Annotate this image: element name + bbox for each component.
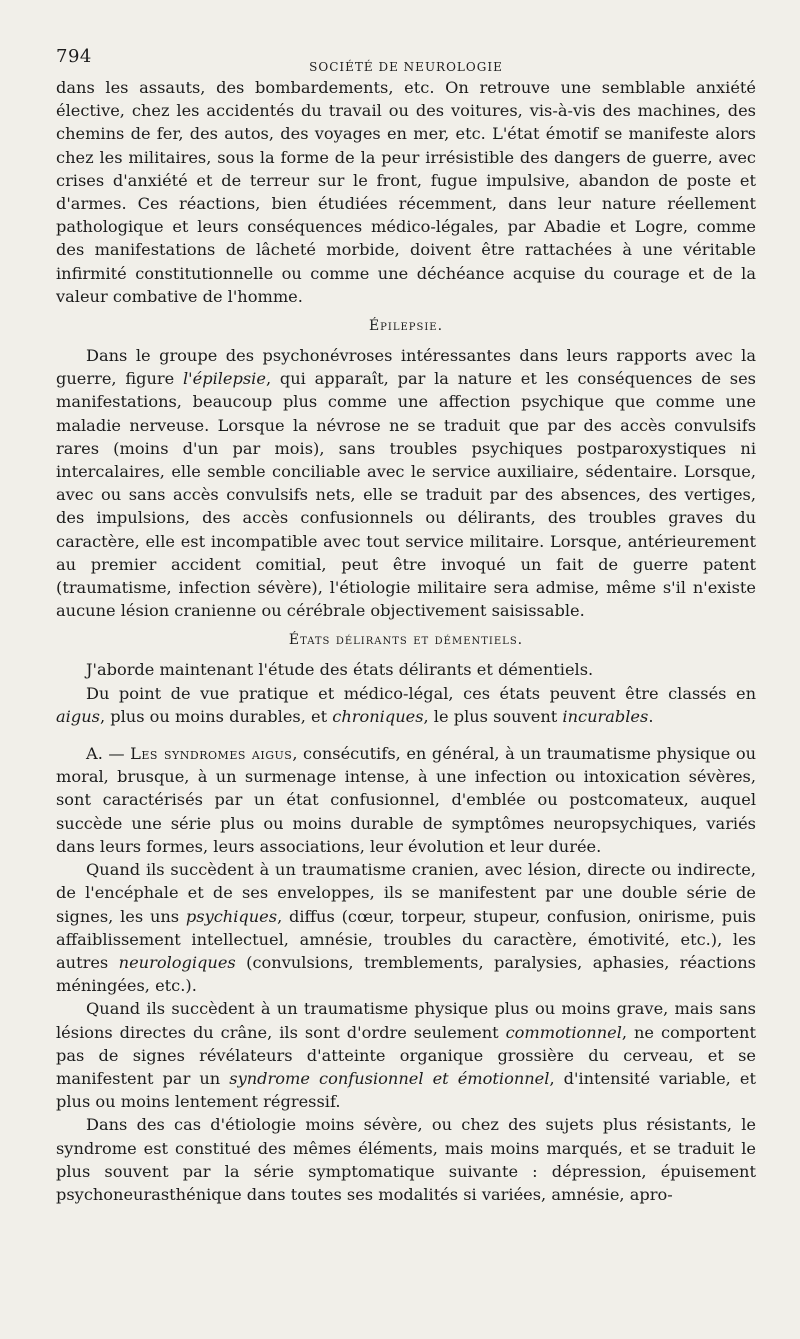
running-title: SOCIÉTÉ DE NEUROLOGIE (309, 60, 503, 74)
paragraph-milder-cases: Dans des cas d'étiologie moins sévère, ou chez des sujets plus résistants, le syndrome est constitué des mêmes éléments, mais moins marqués, et se traduit le plus souvent par la série symptomatique suivante : dépression, épuisement psychoneurasthénique dans toutes ses modalités si variées, amnésie, apro- (56, 1115, 756, 1204)
paragraph-acute-syndromes (56, 742, 756, 858)
spacer (56, 728, 756, 742)
document-page (56, 46, 756, 1206)
italic-term: l'épilepsie (183, 369, 266, 389)
paragraph-classification (56, 682, 756, 728)
italic-term: aigus (56, 706, 100, 726)
italic-term: neurologiques (118, 952, 236, 972)
text-run: Du point de vue pratique et médico-légal, ces états peuvent être classés en (86, 683, 756, 703)
text-run: A. — (86, 744, 131, 764)
text-run: , d'intensité variable, et plus ou moins lentement régressif. (56, 1068, 756, 1112)
text-run: Quand ils succèdent à un traumatisme physique plus ou moins grave, mais sans lésions directes du crâne, ils sont d'ordre seulement (56, 999, 756, 1042)
text-run: . (648, 706, 654, 726)
italic-term: chroniques (332, 706, 424, 726)
section-heading-epilepsie: Épilepsie. (368, 318, 444, 335)
text-run: , consécutifs, en général, à un traumatisme physique ou moral, brusque, à un surmenage intense, à une infection ou intoxication sévères, sont caractérisés par un état confusionnel, d'emblée ou postcomateux, auquel succède une série plus ou moins durable de symptômes neuropsychiques, variés dans leurs formes, leurs associations, leur évolution et leur durée. (56, 744, 756, 856)
page-header (56, 46, 756, 76)
text-run: , plus ou moins durables, et (99, 706, 333, 726)
paragraph-physical-trauma (56, 997, 756, 1113)
page-number: 794 (56, 46, 92, 67)
smallcaps-term: Les syndromes aigus (130, 744, 293, 764)
italic-term: incurables (562, 706, 649, 726)
text-run: (convulsions, tremblements, paralysies, aphasies, réactions méningées, etc.). (56, 952, 756, 996)
text-run: Dans le groupe des psychonévroses intéressantes dans leurs rapports avec la guerre, figure (56, 346, 756, 389)
italic-term: syndrome confusionnel et émotionnel (229, 1068, 550, 1088)
paragraph-anxiety: dans les assauts, des bombardements, etc. On retrouve une semblable anxiété élective, chez les accidentés du travail ou des voitures, vis-à-vis des machines, des chemins de fer, des autos, des voyages en mer, etc. L'état émotif se manifeste alors chez les militaires, sous la forme de la peur irrésistible des dangers de guerre, avec crises d'anxiété et de terreur sur le front, fugue impulsive, abandon de poste et d'armes. Ces réactions, bien étudiées récemment, dans leur nature réellement pathologique et leurs conséquences médico-légales, par Abadie et Logre, comme des manifestations de lâcheté morbide, doivent être rattachées à une véritable infirmité constitutionnelle ou comme une déchéance acquise du courage et de la valeur combative de l'homme. (56, 78, 756, 306)
text-run: , le plus souvent (423, 706, 563, 726)
paragraph-cranial-trauma (56, 858, 756, 997)
italic-term: psychiques (185, 906, 278, 926)
paragraph-intro-states: J'aborde maintenant l'étude des états délirants et démentiels. (86, 660, 594, 680)
italic-term: commotionnel (505, 1022, 622, 1042)
text-run: , diffus (cœur, torpeur, stupeur, confusion, onirisme, puis affaiblissement intellectuel, amnésie, troubles du caractère, émotivité, etc.), les autres (56, 906, 756, 972)
section-heading-etats: États délirants et démentiels. (288, 632, 524, 649)
paragraph-epilepsy (56, 344, 756, 622)
text-run: , qui apparaît, par la nature et les conséquences de ses manifestations, beaucoup plus comme une affection psychique que comme une maladie nerveuse. Lorsque la névrose ne se traduit que par des accès convulsifs rares (moins d'un par mois), sans troubles psychiques postparoxystiques ni intercalaires, elle semble conciliable avec le service auxiliaire, sédentaire. Lorsque, avec ou sans accès convulsifs nets, elle se traduit par des absences, des vertiges, des impulsions, des accès confusionnels ou délirants, des troubles graves du caractère, elle est incompatible avec tout service militaire. Lorsque, antérieurement au premier accident comitial, peut être invoqué un fait de guerre patent (traumatisme, infection sévère), l'étiologie militaire sera admise, même s'il n'existe aucune lésion cranienne ou cérébrale objectivement saisissable. (56, 369, 756, 621)
text-run: Quand ils succèdent à un traumatisme cranien, avec lésion, directe ou indirecte, de l'encéphale et de ses enveloppes, ils se manifestent par une double série de signes, les uns (56, 860, 756, 926)
text-run: , ne comportent pas de signes révélateurs d'atteinte organique grossière du cerveau, et se manifestent par un (56, 1022, 756, 1088)
